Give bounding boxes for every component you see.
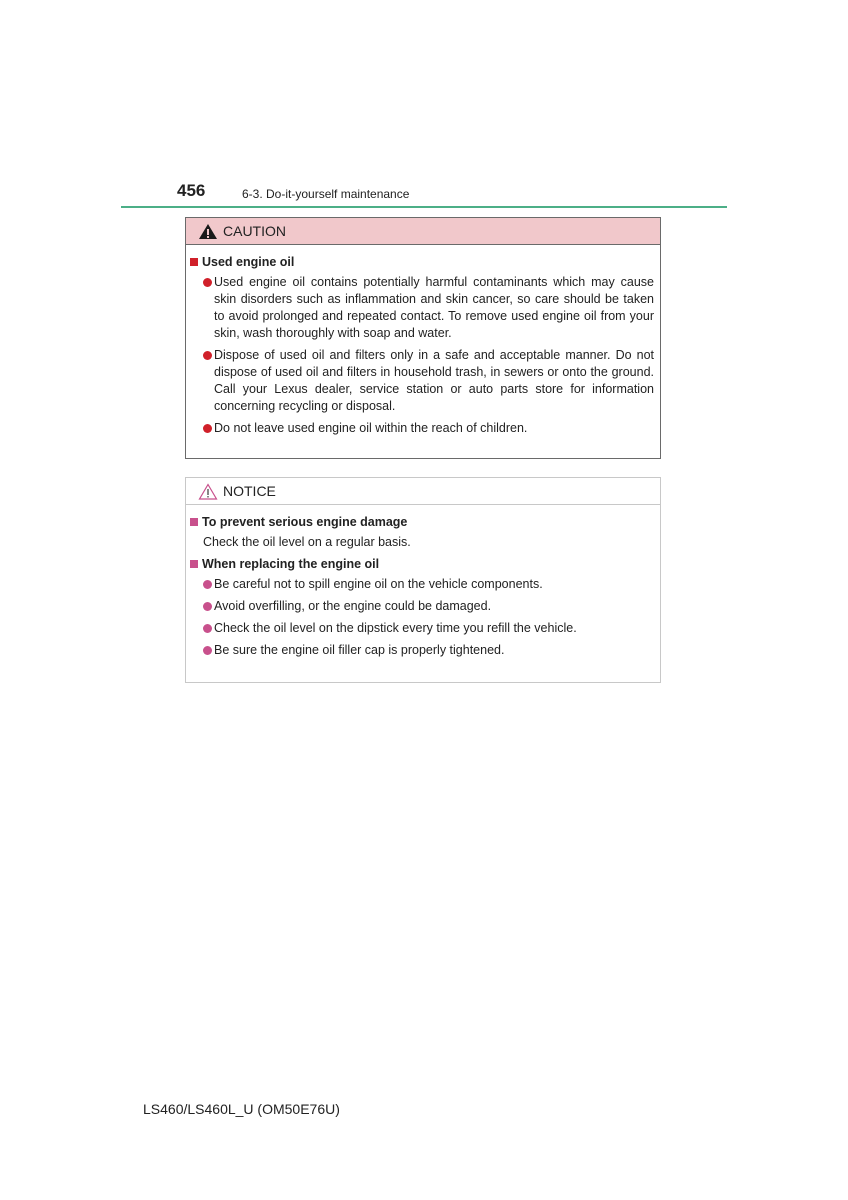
caution-item-text: Dispose of used oil and filters only in a safe and acceptable manner. Do not dispose of used oil and filters in household trash, in sewers or onto the ground. Call your Lexus dealer, service station or auto parts store for information concerning recycling or disposal. — [214, 348, 654, 413]
caution-heading — [190, 255, 654, 269]
notice-item-text: Avoid overfilling, or the engine could be damaged. — [214, 599, 492, 613]
red-bullet-icon — [203, 424, 212, 433]
pink-square-marker-icon — [190, 518, 198, 526]
warning-triangle-icon — [198, 223, 218, 240]
pink-bullet-icon — [203, 602, 212, 611]
caution-item — [190, 347, 654, 415]
notice-item-text: Be careful not to spill engine oil on the vehicle components. — [214, 577, 543, 591]
caution-item-text: Used engine oil contains potentially harmful contaminants which may cause skin disorders such as inflammation and skin cancer, so care should be taken to avoid prolonged and repeated contact. To remove used engine oil from your skin, wash thoroughly with soap and water. — [214, 275, 654, 340]
red-bullet-icon — [203, 278, 212, 287]
pink-bullet-icon — [203, 624, 212, 633]
red-square-marker-icon — [190, 258, 198, 266]
notice-item-text: Be sure the engine oil filler cap is properly tightened. — [214, 643, 505, 657]
notice-title: NOTICE — [223, 483, 276, 499]
caution-title: CAUTION — [223, 223, 286, 239]
notice-text: Check the oil level on a regular basis. — [203, 535, 411, 549]
caution-box — [185, 217, 661, 459]
notice-triangle-icon — [198, 483, 218, 500]
notice-header — [186, 478, 660, 505]
notice-heading-text: When replacing the engine oil — [202, 557, 380, 571]
notice-item — [190, 576, 654, 593]
footer-model: LS460/LS460L_U (OM50E76U) — [143, 1101, 340, 1117]
caution-item — [190, 274, 654, 342]
notice-item — [190, 598, 654, 615]
notice-item — [190, 620, 654, 637]
notice-box — [185, 477, 661, 683]
caution-heading-text: Used engine oil — [202, 255, 295, 269]
header-divider — [121, 206, 727, 208]
page-number: 456 — [177, 181, 206, 200]
caution-header — [186, 218, 660, 245]
caution-body — [186, 245, 660, 437]
pink-square-marker-icon — [190, 560, 198, 568]
notice-item — [190, 642, 654, 659]
pink-bullet-icon — [203, 646, 212, 655]
notice-heading — [190, 557, 654, 571]
caution-item-text: Do not leave used engine oil within the reach of children. — [214, 421, 528, 435]
notice-body — [186, 505, 660, 659]
notice-heading — [190, 515, 654, 529]
red-bullet-icon — [203, 351, 212, 360]
section-title: 6-3. Do-it-yourself maintenance — [242, 187, 410, 201]
pink-bullet-icon — [203, 580, 212, 589]
notice-item-text: Check the oil level on the dipstick every time you refill the vehicle. — [214, 621, 577, 635]
caution-item — [190, 420, 654, 437]
notice-heading-text: To prevent serious engine damage — [202, 515, 408, 529]
